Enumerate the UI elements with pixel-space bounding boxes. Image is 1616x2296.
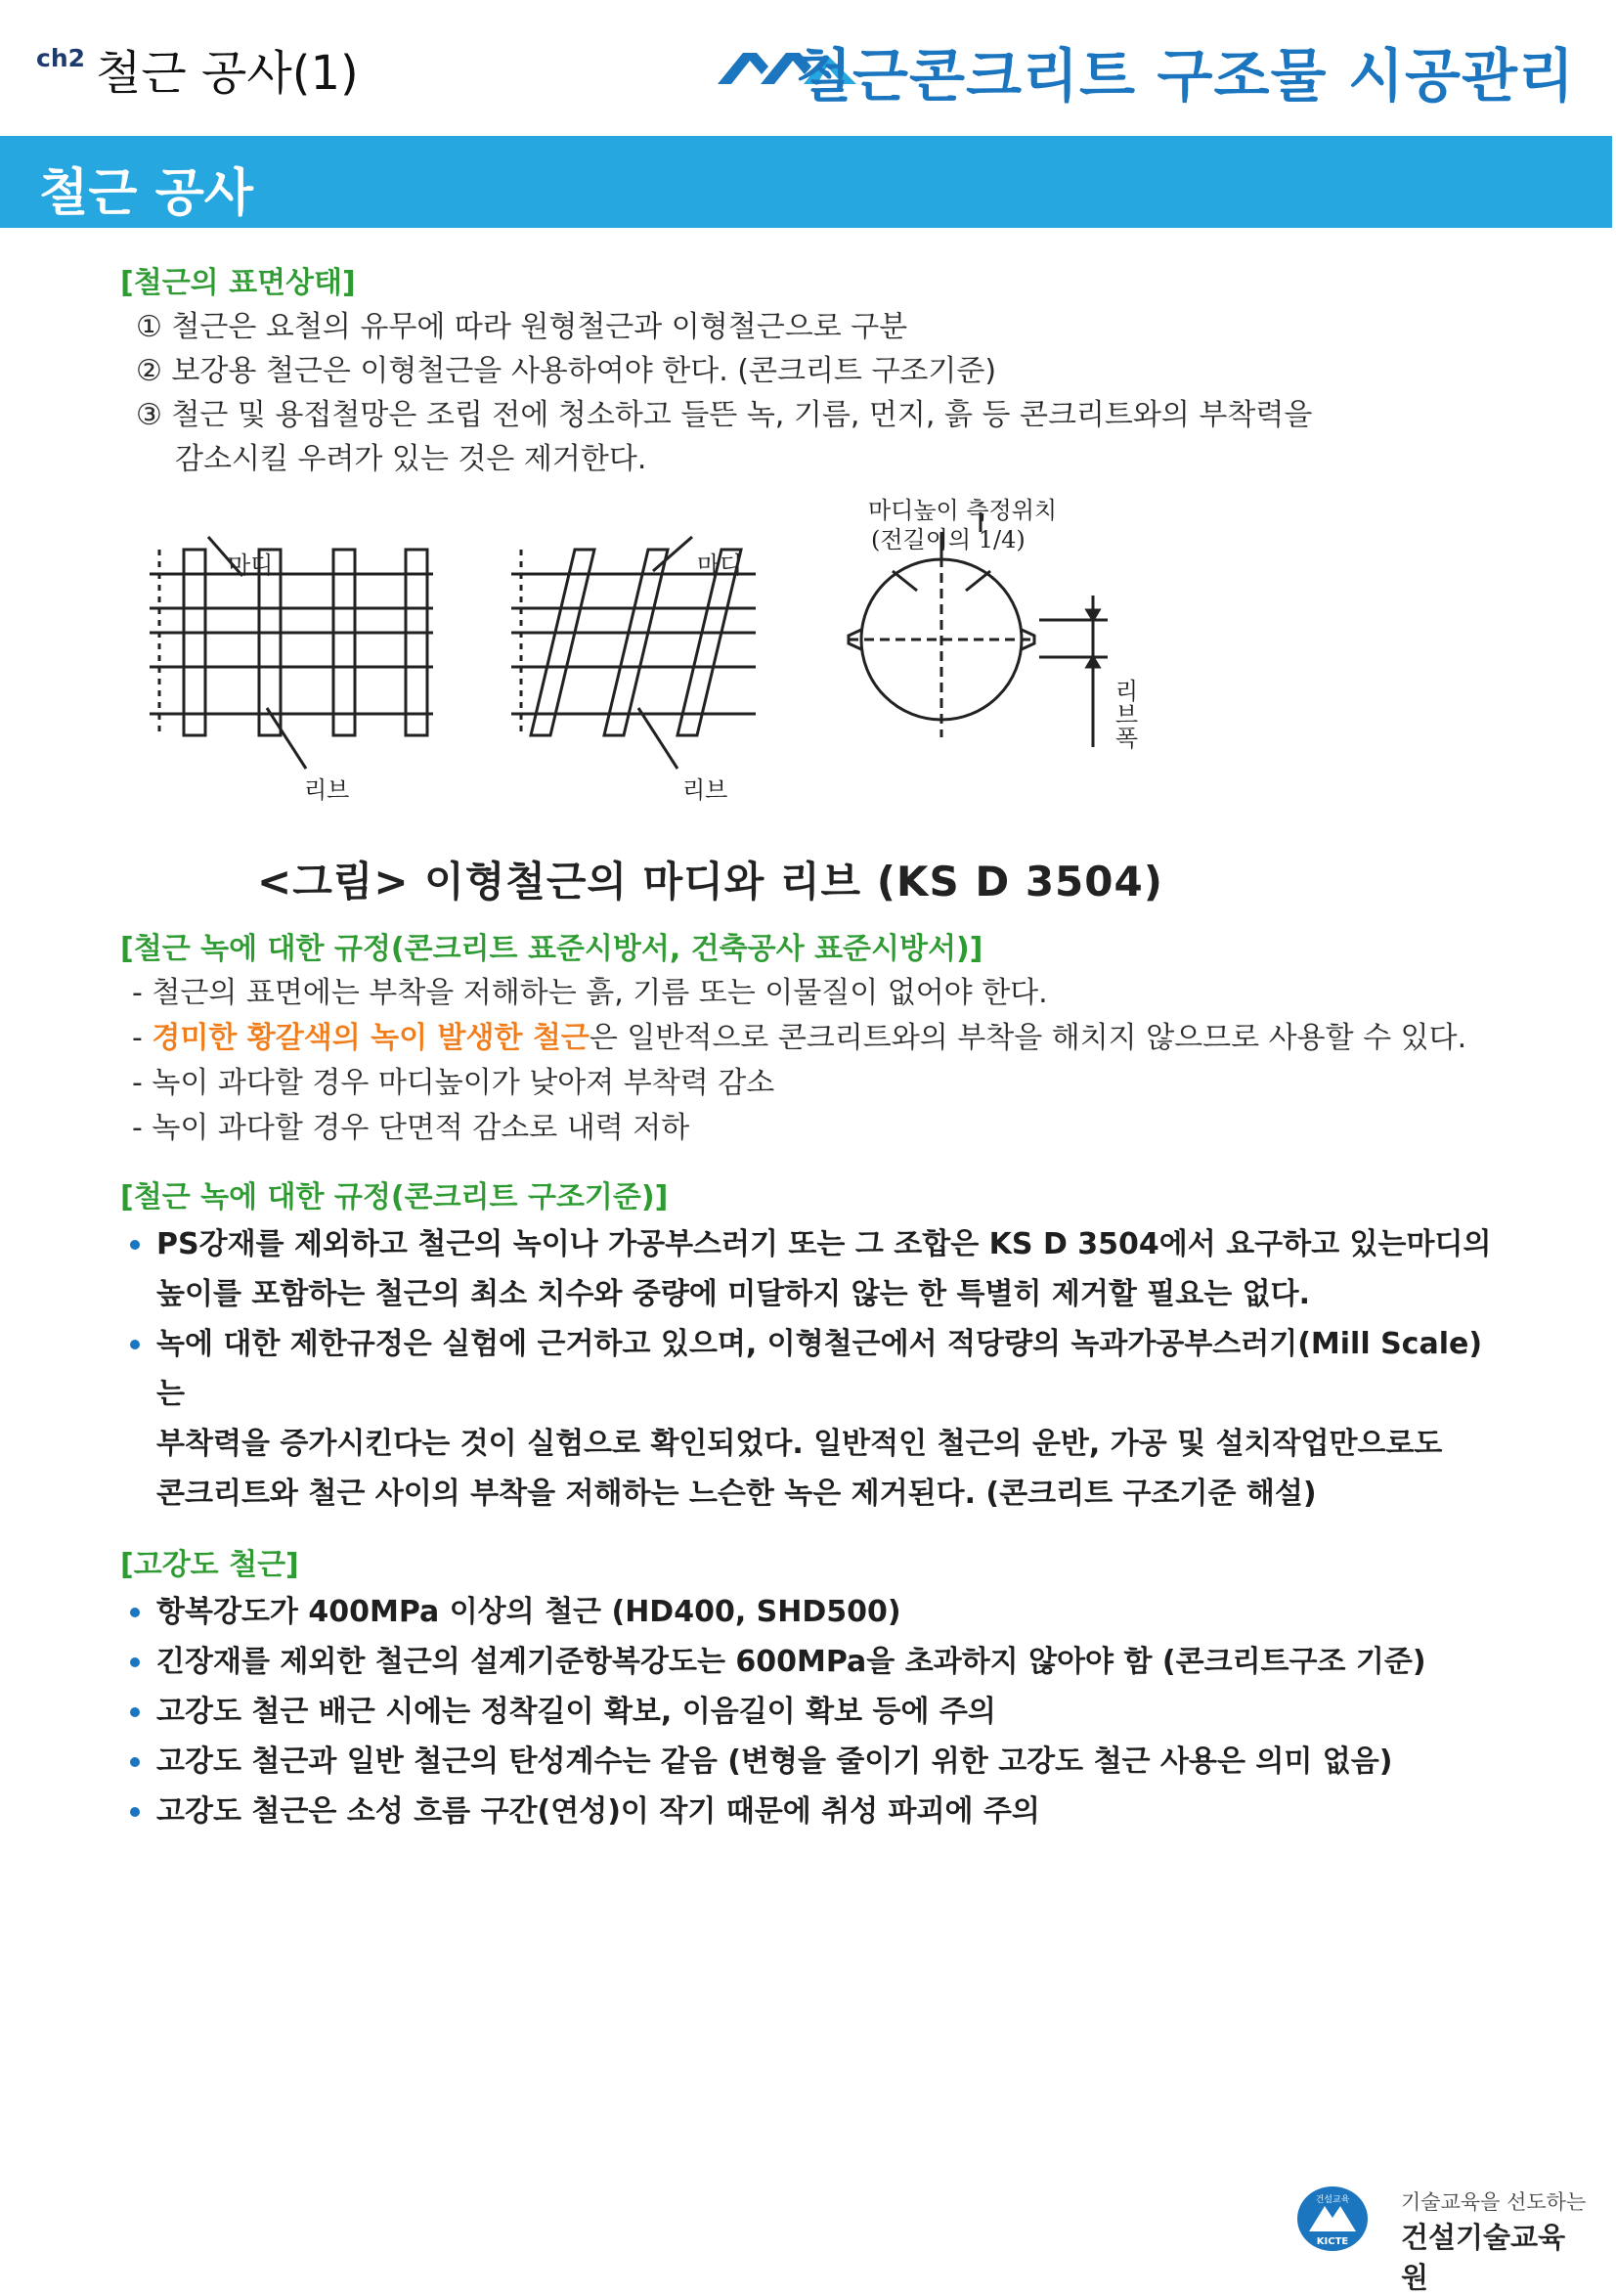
emblem-top-text: 건설교육	[1315, 2195, 1350, 2205]
list-item: - 녹이 과다할 경우 마디높이가 낮아져 부착력 감소	[132, 1066, 775, 1100]
high-strength-list	[120, 1587, 1508, 1836]
list-item	[120, 1319, 1508, 1519]
list-item-line: 부착력을 증가시킨다는 것이 실험으로 확인되었다. 일반적인 철근의 운반, 가공 및 설치작업만으로도	[156, 1427, 1443, 1461]
list-item	[120, 1587, 1508, 1637]
rib-width-label: 리브폭	[1111, 679, 1138, 749]
page-footer	[1295, 2181, 1589, 2294]
measure-position-note: (전길이의 1/4)	[871, 526, 1026, 553]
list-item	[120, 393, 1508, 481]
list-item-text: 고강도 철근 배근 시에는 정착길이 확보, 이음길이 확보 등에 주의	[156, 1695, 996, 1729]
measure-position-label: 마디높이 측정위치	[868, 497, 1058, 524]
figure-caption: <그림> 이형철근의 마디와 리브 (KS D 3504)	[257, 858, 1163, 905]
list-item-text: 은 일반적으로 콘크리트와의 부착을 해치지 않으므로 사용할 수 있다.	[589, 1021, 1467, 1055]
rust-standard-heading: [철근 녹에 대한 규정(콘크리트 표준시방서, 건축공사 표준시방서)]	[120, 932, 983, 966]
list-item	[120, 1637, 1508, 1687]
section-banner	[0, 136, 1612, 228]
list-item	[120, 1737, 1508, 1787]
rebar-figure	[120, 483, 1508, 928]
list-item	[120, 1219, 1508, 1319]
bullet-dot-icon	[130, 1807, 140, 1817]
list-item	[120, 1687, 1508, 1737]
list-item: ① 철근은 요철의 유무에 따라 원형철근과 이형철근으로 구분	[136, 310, 908, 344]
bullet-dot-icon	[130, 1707, 140, 1717]
highlight-text: 경미한 황갈색의 녹이 발생한 철근	[152, 1021, 590, 1055]
footer-org-name: 건설기술교육원	[1401, 2221, 1566, 2294]
list-item-text: 긴장재를 제외한 철근의 설계기준항복강도는 600MPa을 초과하지 않아야 함 (콘크리트구조 기준)	[156, 1645, 1426, 1679]
list-item-line: PS강재를 제외하고 철근의 녹이나 가공부스러기 또는 그 조합은 KS D 3504에서 요구하고 있는마디의	[156, 1227, 1492, 1261]
book-title: 철근콘크리트 구조물 시공관리	[795, 42, 1575, 110]
madi-label: 마디	[228, 552, 274, 579]
list-item-text: 고강도 철근은 소성 흐름 구간(연성)이 작기 때문에 취성 파괴에 주의	[156, 1794, 1040, 1829]
rib-label: 리브	[682, 776, 728, 804]
list-item	[120, 1787, 1508, 1836]
page-header	[0, 0, 1616, 137]
list-item-line: 높이를 포함하는 철근의 최소 치수와 중량에 미달하지 않는 한 특별히 제거할 필요는 없다.	[156, 1277, 1311, 1311]
list-item-line: 녹에 대한 제한규정은 실험에 근거하고 있으며, 이형철근에서 적당량의 녹과가공부스러기(Mill Scale)는	[156, 1327, 1483, 1411]
list-item-text: ③ 철근 및 용접철망은 조립 전에 청소하고 들뜬 녹, 기름, 먼지, 흙 등 콘크리트와의 부착력을	[136, 398, 1313, 432]
list-item: - 철근의 표면에는 부착을 저해하는 흙, 기름 또는 이물질이 없어야 한다.	[132, 976, 1048, 1010]
bullet-dot-icon	[130, 1757, 140, 1767]
bullet-dot-icon	[130, 1657, 140, 1667]
footer-slogan: 기술교육을 선도하는	[1401, 2190, 1587, 2214]
page-content	[120, 262, 1508, 1836]
bullet-dot-icon	[130, 1340, 140, 1349]
banner-title: 철근 공사	[39, 164, 254, 223]
emblem-bottom-text: KICTE	[1316, 2236, 1349, 2247]
list-item: - 녹이 과다할 경우 단면적 감소로 내력 저하	[132, 1111, 690, 1145]
list-item	[120, 1016, 1508, 1061]
rust-code-heading: [철근 녹에 대한 규정(콘크리트 구조기준)]	[120, 1180, 669, 1214]
rib-label: 리브	[304, 776, 350, 804]
list-item-continuation: 감소시킬 우려가 있는 것은 제거한다.	[175, 442, 647, 476]
rust-standard-list	[120, 971, 1508, 1151]
rust-code-list	[120, 1219, 1508, 1519]
kicte-emblem-icon	[1295, 2185, 1370, 2253]
surface-list	[120, 305, 1508, 481]
surface-heading: [철근의 표면상태]	[120, 266, 356, 300]
list-item-line: 콘크리트와 철근 사이의 부착을 저해하는 느슨한 녹은 제거된다. (콘크리트 구조기준 해설)	[156, 1477, 1317, 1511]
high-strength-heading: [고강도 철근]	[120, 1548, 299, 1582]
bullet-dot-icon	[130, 1240, 140, 1250]
chapter-title: 철근 공사(1)	[96, 46, 359, 101]
chapter-tag: ch2	[36, 44, 86, 72]
list-item-text: 항복강도가 400MPa 이상의 철근 (HD400, SHD500)	[156, 1595, 901, 1629]
dash-prefix: -	[132, 1021, 153, 1055]
list-item-text: 고강도 철근과 일반 철근의 탄성계수는 같음 (변형을 줄이기 위한 고강도 철근 사용은 의미 없음)	[156, 1744, 1393, 1779]
list-item: ② 보강용 철근은 이형철근을 사용하여야 한다. (콘크리트 구조기준)	[136, 354, 997, 388]
madi-label: 마디	[697, 552, 743, 579]
bullet-dot-icon	[130, 1608, 140, 1617]
